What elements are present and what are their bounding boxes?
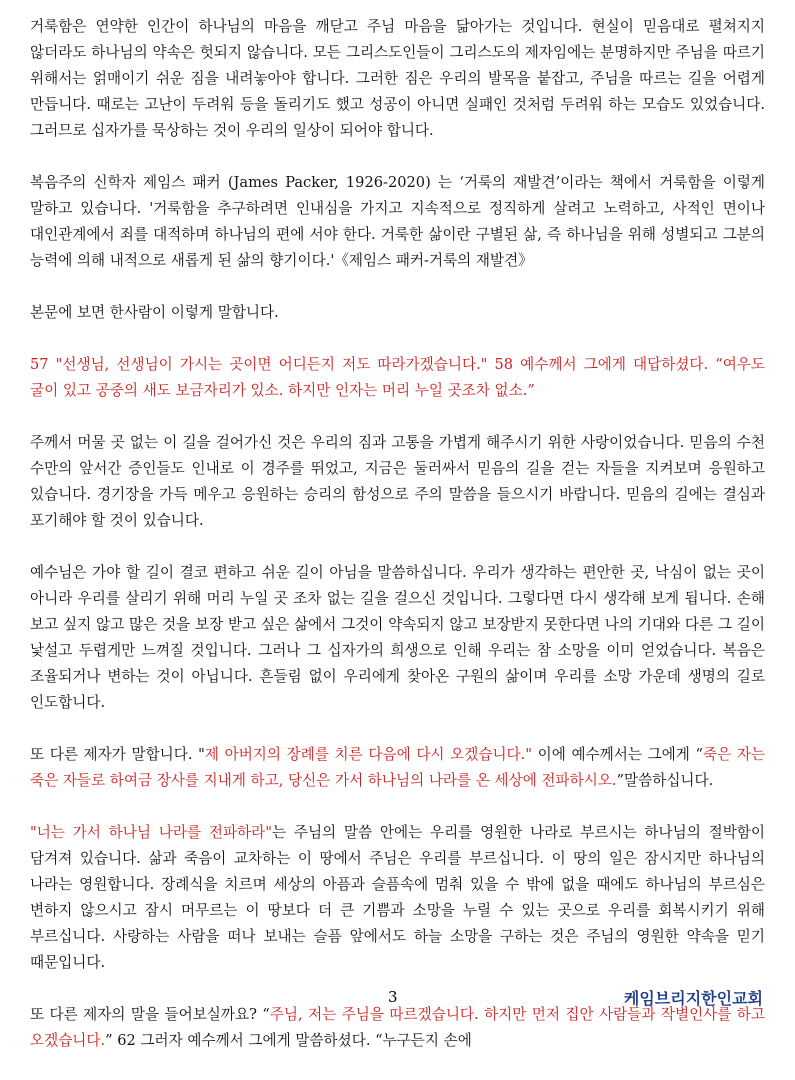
page-number: 3 xyxy=(388,988,398,1006)
sermon-paragraph xyxy=(30,300,765,326)
body-text: 이에 예수께서는 그에게 “ xyxy=(532,746,703,763)
sermon-paragraph xyxy=(30,14,765,144)
body-text: 는 주님의 말씀 안에는 우리를 영원한 나라로 부르시는 하나님의 절박함이 담겨져 있습니다. 삶과 죽음이 교차하는 이 땅에서 주님은 우리를 부르십니다. 이 땅의 일은 잠시지만 하나님의 나라는 영원합니다. 장례식을 치르며 세상의 아픔과 슬픔속에 멈춰 있을 수 밖에 없을 때에도 하나님의 부르심은 변하지 않으시고 잠시 머무르는 이 땅보다 더 큰 기쁨과 소망을 누릴 수 있는 곳으로 우리를 회복시키기 위해 부르십니다. 사랑하는 사람을 떠나 보내는 슬픔 앞에서도 하늘 소망을 구하는 것은 주님의 영원한 약속을 믿기 때문입니다. xyxy=(30,824,765,971)
sermon-paragraph xyxy=(30,430,765,534)
body-text: ”말씀하십니다. xyxy=(616,772,714,789)
sermon-page xyxy=(30,14,765,1080)
sermon-paragraph xyxy=(30,1002,765,1054)
sermon-paragraph xyxy=(30,820,765,976)
sermon-paragraph xyxy=(30,560,765,716)
church-name: 케임브리지한인교회 xyxy=(623,989,763,1008)
body-text: 또 다른 제자가 말합니다. " xyxy=(30,746,205,763)
sermon-paragraph xyxy=(30,170,765,274)
body-text: 본문에 보면 한사람이 이렇게 말합니다. xyxy=(30,304,279,321)
scripture-quote: 57 "선생님, 선생님이 가시는 곳이면 어디든지 저도 따라가겠습니다." 58 예수께서 그에게 대답하셨다. “여우도 굴이 있고 공중의 새도 보금자리가 있소. 하지만 인자는 머리 누일 곳조차 없소.” xyxy=(30,356,765,399)
body-text: 거룩함은 연약한 인간이 하나님의 마음을 깨닫고 주님 마음을 닮아가는 것입니다. 현실이 믿음대로 펼쳐지지 않더라도 하나님의 약속은 헛되지 않습니다. 모든 그리스도인들이 그리스도의 제자임에는 분명하지만 주님을 따르기 위해서는 얽매이기 쉬운 짐을 내려놓아야 합니다. 그러한 짐은 우리의 발목을 붙잡고, 주님을 따르는 길을 어렵게 만듭니다. 때로는 고난이 두려워 등을 돌리기도 했고 성공이 아니면 실패인 것처럼 두려워 하는 모습도 있었습니다. 그러므로 십자가를 묵상하는 것이 우리의 일상이 되어야 합니다. xyxy=(30,18,765,139)
body-text: 또 다른 제자의 말을 들어보실까요? “ xyxy=(30,1006,270,1023)
sermon-paragraph xyxy=(30,742,765,794)
body-text: 복음주의 신학자 제임스 패커 (James Packer, 1926-2020) 는 ‘거룩의 재발견’이라는 책에서 거룩함을 이렇게 말하고 있습니다. '거룩함을 추구하려면 인내심을 가지고 지속적으로 정직하게 살려고 노력하고, 사적인 면이나 대인관계에서 죄를 대적하며 하나님의 편에 서야 한다. 거룩한 삶이란 구별된 삶, 즉 하나님을 위해 성별되고 그분의 능력에 의해 내적으로 새롭게 된 삶의 향기이다.'《제임스 패커-거룩의 재발견》 xyxy=(30,174,765,269)
scripture-quote: 주님, 저는 주님을 따르겠습니다. 하지만 먼저 집안 사람들과 작별인사를 하고 오겠습니다. xyxy=(30,1006,765,1049)
body-text: 예수님은 가야 할 길이 결코 편하고 쉬운 길이 아님을 말씀하십니다. 우리가 생각하는 편안한 곳, 낙심이 없는 곳이 아니라 우리를 살리기 위해 머리 누일 곳 조차 없는 길을 걸으신 것입니다. 그렇다면 다시 생각해 보게 됩니다. 손해 보고 싶지 않고 많은 것을 보장 받고 싶은 삶에서 그것이 약속되지 않고 보장받지 못한다면 나의 기대와 다른 그 길이 낯설고 두렵게만 느껴질 것입니다. 그러나 그 십자가의 희생으로 인해 우리는 참 소망을 이미 얻었습니다. 복음은 조율되거나 변하는 것이 아닙니다. 흔들림 없이 우리에게 찾아온 구원의 삶이며 우리를 소망 가운데 생명의 길로 인도합니다. xyxy=(30,564,765,711)
scripture-quote: 제 아버지의 장례를 치른 다음에 다시 오겠습니다." xyxy=(204,746,532,763)
scripture-quote: 죽은 자는 죽은 자들로 하여금 장사를 지내게 하고, 당신은 가서 하나님의 나라를 온 세상에 전파하시오. xyxy=(30,746,766,789)
body-text: 주께서 머물 곳 없는 이 길을 걸어가신 것은 우리의 짐과 고통을 가볍게 해주시기 위한 사랑이었습니다. 믿음의 수천 수만의 앞서간 증인들도 인내로 이 경주를 뛰었고, 지금은 둘러싸서 믿음의 길을 걷는 자들을 지켜보며 응원하고 있습니다. 경기장을 가득 메우고 응원하는 승리의 함성으로 주의 말씀을 들으시기 바랍니다. 믿음의 길에는 결심과 포기해야 할 것이 있습니다. xyxy=(30,434,765,529)
scripture-quote: "너는 가서 하나님 나라를 전파하라" xyxy=(30,824,272,841)
body-text: ” 62 그러자 예수께서 그에게 말씀하셨다. “누구든지 손에 xyxy=(105,1032,472,1049)
sermon-paragraph xyxy=(30,352,765,404)
